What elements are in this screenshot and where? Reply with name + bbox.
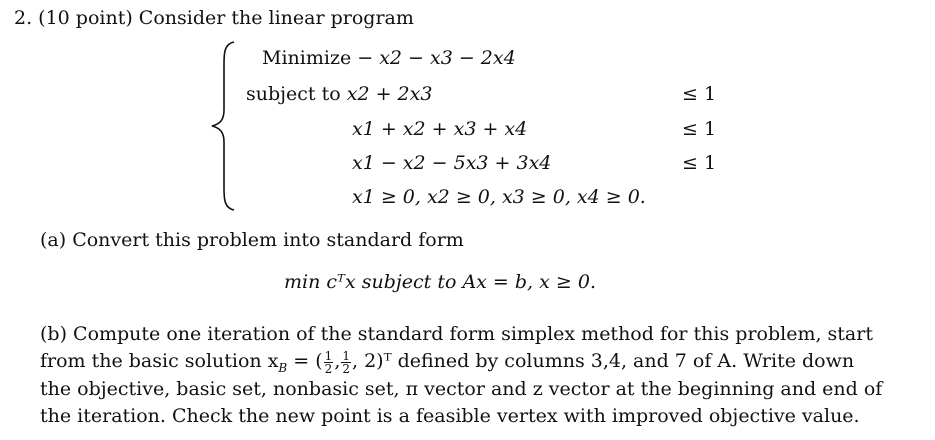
constraint-3-rhs: ≤ 1: [682, 152, 717, 174]
constraint-1-row: [246, 82, 432, 106]
part-b-line-2-end: , 2)ᵀ defined by columns 3,4, and 7 of A. Write down: [352, 350, 855, 372]
left-brace: [208, 40, 238, 212]
fraction-1: $\frac{1}{2}$: [324, 348, 333, 376]
standard-form-expression: min cᵀx subject to Ax = b, x ≥ 0.: [284, 271, 596, 293]
part-b-line-3: the objective, basic set, nonbasic set, π vector and z vector at the beginning and end of: [40, 378, 883, 400]
problem-header: 2. (10 point) Consider the linear program: [14, 7, 414, 29]
constraint-1-rhs: ≤ 1: [682, 83, 717, 105]
constraint-3-expression: x1 − x2 − 5x3 + 3x4: [352, 152, 552, 174]
objective-label: Minimize: [262, 47, 352, 69]
subject-to-label: subject to: [246, 83, 341, 105]
part-a-text: (a) Convert this problem into standard form: [40, 229, 464, 251]
constraint-2-rhs: ≤ 1: [682, 118, 717, 140]
basis-subscript: B: [278, 360, 288, 375]
part-b-line-2-start: from the basic solution x: [40, 350, 279, 372]
nonnegativity-constraints: x1 ≥ 0, x2 ≥ 0, x3 ≥ 0, x4 ≥ 0.: [352, 186, 646, 208]
fraction-2: $\frac{1}{2}$: [342, 348, 350, 376]
constraint-1-expression: x2 + 2x3: [346, 83, 433, 105]
objective-row: [262, 46, 516, 70]
constraint-2-expression: x1 + x2 + x3 + x4: [352, 118, 528, 140]
part-b-line-1: (b) Compute one iteration of the standard form simplex method for this problem, start: [40, 323, 873, 345]
part-b-line-2: from the basic solution $x_B$ = ( $\frac{1}{2}$ , $\frac{1}{2}$ , 2)ᵀ defined by columns 3,4, and 7 of A. Write down: [40, 348, 855, 376]
equals-paren: = (: [287, 350, 323, 372]
objective-expression: − x2 − x3 − 2x4: [351, 47, 516, 69]
part-b-line-4: the iteration. Check the new point is a feasible vertex with improved objective value.: [40, 405, 860, 427]
